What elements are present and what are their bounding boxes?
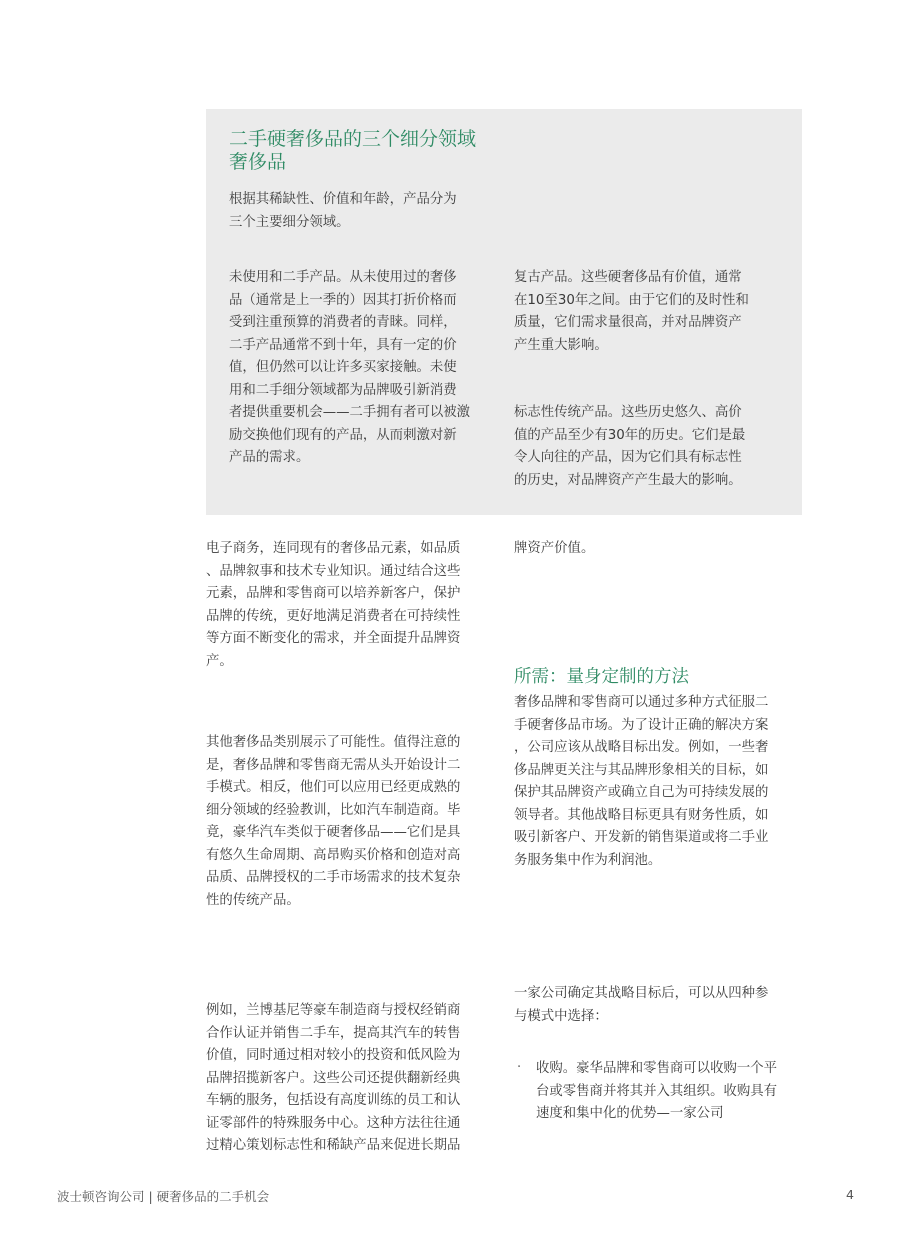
sidebar-box-title: 二手硬奢侈品的三个细分领域 奢侈品 — [229, 128, 477, 173]
bullet-dot-icon: · — [517, 1060, 522, 1075]
page-number: 4 — [846, 1187, 854, 1202]
sidebar-box-intro: 根据其稀缺性、价值和年龄，产品分为 三个主要细分领域。 — [229, 192, 457, 230]
segment-vintage-text: 复古产品。这些硬奢侈品有价值，通常 在10至30年之间。由于它们的及时性和 质量，它们需求量很高，并对品牌资产 产生重大影响。 — [514, 270, 749, 353]
left-paragraph-2: 其他奢侈品类别展示了可能性。值得注意的 是，奢侈品牌和零售商无需从头开始设计二 手模式。相反，他们可以应用已经更成熟的 细分领域的经验教训，比如汽车制造商。毕 竟，豪华汽车类似于硬奢侈品——它们是具 有悠久生命周期、高昂购买价格和创造对高 品质、品牌授权的二手市场需求的技术复杂 性的传统产品。 — [206, 735, 461, 908]
left-paragraph-3: 例如，兰博基尼等豪车制造商与授权经销商 合作认证并销售二手车，提高其汽车的转售 价值，同时通过相对较小的投资和低风险为 品牌招揽新客户。这些公司还提供翻新经典 车辆的服务，包括设有高度训练的员工和认 证零部件的特殊服务中心。这种方法往往通 过精心策划标志性和稀缺产品来促进长期品 — [206, 1003, 461, 1153]
segment-iconic-text: 标志性传统产品。这些历史悠久、高价 值的产品至少有30年的历史。它们是最 令人向往的产品，因为它们具有标志性 的历史，对品牌资产产生最大的影响。 — [514, 405, 746, 488]
bullet-item-acquisition: 收购。豪华品牌和零售商可以收购一个平 台或零售商并将其并入其组织。收购具有 速度和集中化的优势—一家公司 — [536, 1061, 778, 1121]
right-paragraph-1: 牌资产价值。 — [514, 541, 595, 556]
right-paragraph-3: 一家公司确定其战略目标后，可以从四种参 与模式中选择： — [514, 986, 769, 1024]
section-heading: 所需：量身定制的方法 — [514, 667, 689, 687]
footer-publication: 波士顿咨询公司 | 硬奢侈品的二手机会 — [57, 1189, 270, 1204]
segment-unused-text: 未使用和二手产品。从未使用过的奢侈 品（通常是上一季的）因其打折价格而 受到注重预算的消费者的青睐。同样， 二手产品通常不到十年，具有一定的价 值，但仍然可以让许多买家接触。未使 用和二手细分领域都为品牌吸引新消费 者提供重要机会——二手拥有者可以被激 励交换他们现有的产品，从而刺激对新 产品的需求。 — [229, 270, 471, 465]
left-paragraph-1: 电子商务，连同现有的奢侈品元素，如品质 、品牌叙事和技术专业知识。通过结合这些 元素，品牌和零售商可以培养新客户，保护 品牌的传统，更好地满足消费者在可持续性 等方面不断变化的需求，并全面提升品牌资 产。 — [206, 541, 461, 669]
right-paragraph-2: 奢侈品牌和零售商可以通过多种方式征服二 手硬奢侈品市场。为了设计正确的解决方案 ，公司应该从战略目标出发。例如，一些奢 侈品牌更关注与其品牌形象相关的目标，如 保护其品牌资产或确立自己为可持续发展的 领导者。其他战略目标更具有财务性质，如 吸引新客户、开发新的销售渠道或将二手业 务服务集中作为利润池。 — [514, 695, 769, 868]
